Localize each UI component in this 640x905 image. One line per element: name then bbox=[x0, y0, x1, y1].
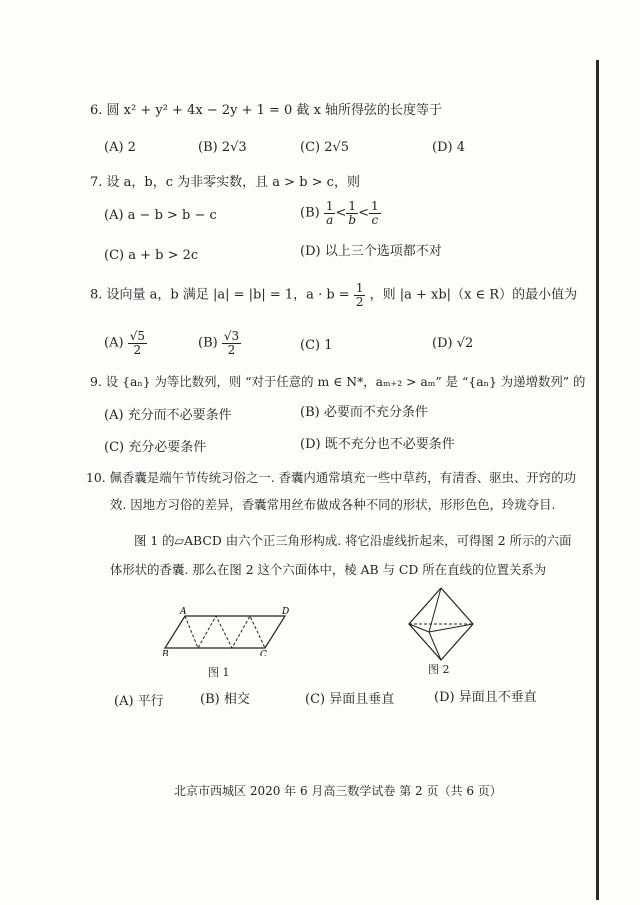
q10-line-1: 10. 佩香囊是端午节传统习俗之一. 香囊内通常填充一些中草药，有清香、驱虫、开窍的功 bbox=[86, 470, 576, 485]
q10-option-b: (B) 相交 bbox=[200, 692, 250, 707]
q10-option-d: (D) 异面且不垂直 bbox=[434, 690, 537, 705]
q9-option-c: (C) 充分必要条件 bbox=[104, 440, 207, 455]
q9-option-d: (D) 既不充分也不必要条件 bbox=[300, 437, 455, 452]
fraction-one-half: $\frac{1}{2}$ bbox=[355, 281, 364, 309]
figure-2-caption: 图 2 bbox=[428, 663, 450, 676]
fraction-sqrt3-over-2: $\frac{√3}{2}$ bbox=[223, 329, 240, 357]
fig1-label-c: C bbox=[260, 650, 267, 656]
q8-option-a bbox=[104, 330, 147, 356]
q8-stem-suffix: ，则 |a + xb|（x ∈ R）的最小值为 bbox=[369, 287, 578, 303]
q7-option-c: (C) a + b > 2c bbox=[104, 248, 199, 263]
q10-option-c: (C) 异面且垂直 bbox=[305, 692, 395, 707]
fig1-label-d: D bbox=[282, 607, 290, 617]
q8-option-b-label: (B) bbox=[198, 335, 218, 351]
q6-option-d: (D) 4 bbox=[432, 140, 465, 155]
q7-option-a: (A) a − b > b − c bbox=[104, 208, 217, 223]
figure-1-caption: 图 1 bbox=[208, 666, 230, 679]
q8-stem-prefix: 8. 设向量 a，b 满足 |a| = |b| = 1，a · b = bbox=[90, 287, 350, 303]
figure-2-hexahedron bbox=[405, 586, 477, 662]
q9-option-b: (B) 必要而不充分条件 bbox=[300, 405, 428, 420]
q10-option-a: (A) 平行 bbox=[114, 694, 164, 709]
q6-option-b: (B) 2√3 bbox=[198, 140, 247, 155]
page-footer: 北京市西城区 2020 年 6 月高三数学试卷 第 2 页（共 6 页） bbox=[174, 784, 502, 798]
q8-option-d: (D) √2 bbox=[432, 336, 474, 351]
q8-option-b bbox=[198, 330, 241, 356]
page-edge-line bbox=[596, 60, 599, 900]
fraction-sqrt5-over-2: $\frac{√5}{2}$ bbox=[129, 329, 145, 357]
q6-stem: 6. 圆 x² + y² + 4x − 2y + 1 = 0 截 x 轴所得弦的长度等于 bbox=[90, 103, 443, 118]
fig1-label-a: A bbox=[180, 607, 187, 617]
fraction-1-over-c: $\frac{1}{c}$ bbox=[370, 199, 379, 227]
q8-option-a-label: (A) bbox=[104, 335, 124, 351]
q9-stem: 9. 设 {aₙ} 为等比数列，则 “对于任意的 m ∈ N*，aₘ₊₂ > aₘ” 是 “{aₙ} 为递增数列” 的 bbox=[90, 374, 586, 389]
q6-option-a: (A) 2 bbox=[104, 140, 136, 155]
q7-stem: 7. 设 a，b，c 为非零实数，且 a > b > c，则 bbox=[90, 175, 360, 190]
fig1-label-b: B bbox=[162, 650, 169, 656]
q10-line-2: 效. 因地方习俗的差异，香囊常用丝布做成各种不同的形状，形形色色，玲珑夺目. bbox=[110, 497, 556, 512]
fraction-1-over-a: $\frac{1}{a}$ bbox=[325, 199, 334, 227]
q7-option-d: (D) 以上三个选项都不对 bbox=[300, 244, 442, 259]
q10-line-3: 图 1 的▱ABCD 由六个正三角形构成. 将它沿虚线折起来，可得图 2 所示的六面 bbox=[134, 533, 572, 548]
q7-option-b-label: (B) bbox=[300, 205, 320, 221]
q8-stem bbox=[90, 282, 577, 308]
figure-1-parallelogram bbox=[160, 606, 300, 656]
q6-option-c: (C) 2√5 bbox=[300, 140, 350, 155]
q9-option-a: (A) 充分而不必要条件 bbox=[104, 408, 232, 423]
fraction-1-over-b: $\frac{1}{b}$ bbox=[348, 199, 357, 227]
q8-option-c: (C) 1 bbox=[300, 338, 333, 353]
q7-option-b: (B) $\frac{1}{a}$ < $\frac{1}{b}$ < $\frac{1}{c}$ bbox=[300, 199, 379, 227]
q10-line-4: 体形状的香囊. 那么在图 2 这个六面体中，棱 AB 与 CD 所在直线的位置关系为 bbox=[110, 562, 547, 577]
